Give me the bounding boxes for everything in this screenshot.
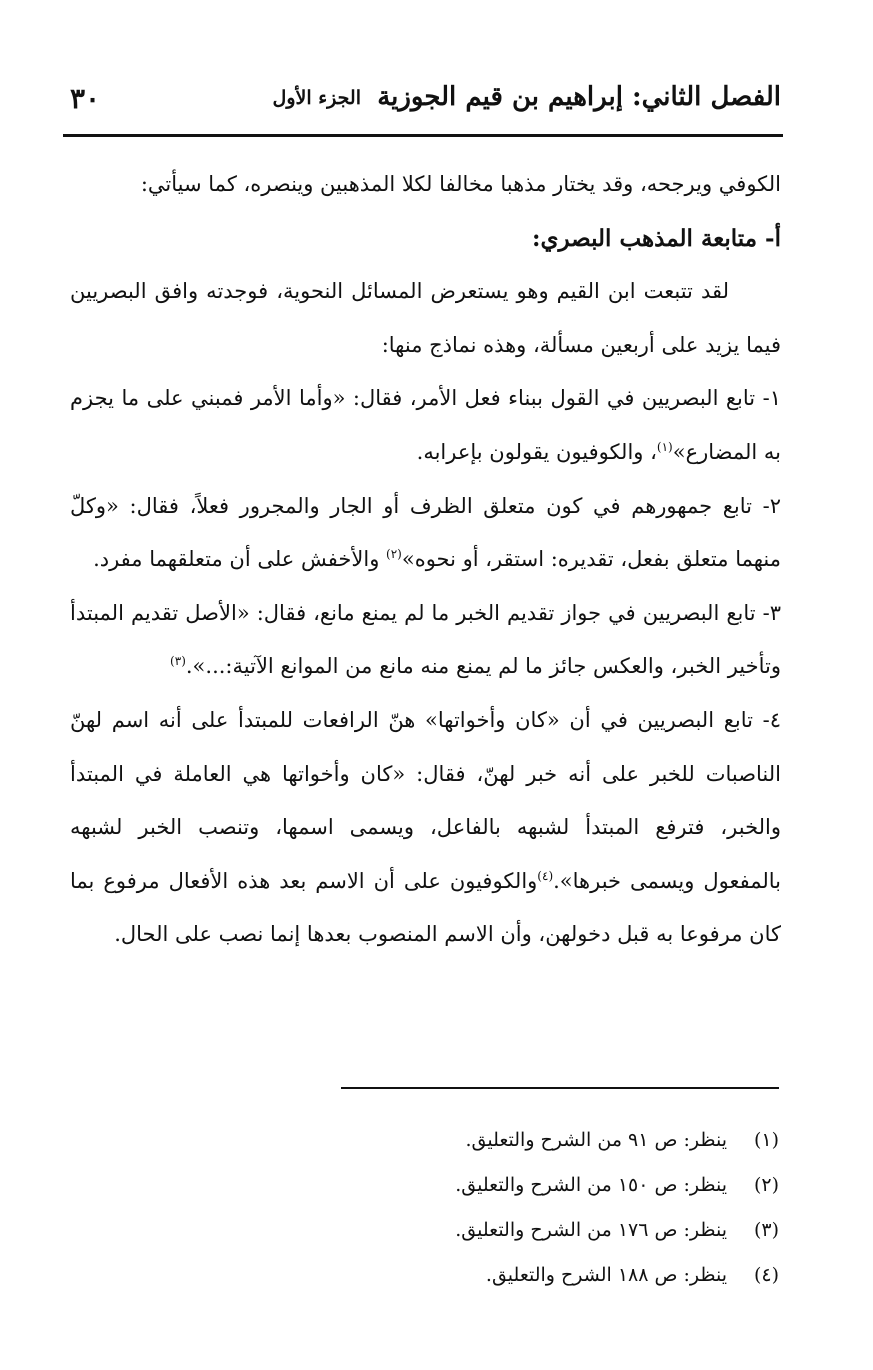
- footnote-number: (٣): [753, 1219, 779, 1241]
- list-item-2: [70, 480, 781, 587]
- list-item-3: [70, 587, 781, 694]
- footnote-number: (٤): [753, 1264, 779, 1286]
- header-divider: [63, 134, 783, 137]
- footnote-ref-4: (٤): [537, 868, 554, 883]
- footnote-ref-1: (١): [656, 439, 673, 454]
- footnote-1: [279, 1118, 779, 1163]
- intro-line: الكوفي ويرجحه، وقد يختار مذهبا مخالفا لكلا المذهبين وينصره، كما سيأتي:: [140, 172, 781, 196]
- footnote-text: ينظر: ص ١٥٠ من الشرح والتعليق.: [455, 1174, 727, 1196]
- footnotes: [279, 1118, 779, 1298]
- page-header: [70, 78, 781, 126]
- footnote-number: (١): [753, 1129, 779, 1151]
- main-text: [70, 158, 781, 962]
- list-item-4: [70, 694, 781, 962]
- intro-paragraph: لقد تتبعت ابن القيم وهو يستعرض المسائل النحوية، فوجدته وافق البصريين فيما يزيد على أربعين مسألة، وهذه نماذج منها:: [70, 279, 781, 357]
- item-2-text: ٢- تابع جمهورهم في كون متعلق الظرف أو الجار والمجرور فعلاً، فقال: «وكلّ منهما متعلق بفعل، تقديره: استقر، أو نحوه»: [70, 493, 781, 572]
- footnote-3: [279, 1208, 779, 1253]
- footnote-number: (٢): [753, 1174, 779, 1196]
- item-3-text: ٣- تابع البصريين في جواز تقديم الخبر ما لم يمنع مانع، فقال: «الأصل تقديم المبتدأ وتأخير الخبر، والعكس جائز ما لم يمنع منه مانع من الموانع الآتية:...».: [70, 600, 781, 679]
- page-number: ٣٠: [70, 82, 101, 115]
- item-1-text: ١- تابع البصريين في القول ببناء فعل الأمر، فقال: «وأما الأمر فمبني على ما يجزم به المضارع»: [70, 386, 781, 464]
- footnote-text: ينظر: ص ٩١ من الشرح والتعليق.: [465, 1129, 727, 1151]
- footnote-divider: [341, 1087, 779, 1089]
- footnote-text: ينظر: ص ١٨٨ الشرح والتعليق.: [485, 1264, 727, 1286]
- list-item-1: [70, 372, 781, 479]
- part-label: الجزء الأول: [272, 87, 361, 109]
- chapter-title: الفصل الثاني: إبراهيم بن قيم الجوزية: [377, 82, 781, 112]
- item-4-tail: والكوفيون على أن الاسم بعد هذه الأفعال مرفوع بما كان مرفوعا به قبل دخولهن، وأن الاسم المنصوب بعدها إنما نصب على الحال.: [70, 868, 781, 947]
- item-4-text: ٤- تابع البصريين في أن «كان وأخواتها» هنّ الرافعات للمبتدأ على أنه اسم لهنّ الناصبات للخبر على أنه خبر لهنّ، فقال: «كان وأخواتها هي العاملة في المبتدأ والخبر، فترفع المبتدأ لشبهه بالفاعل، ويسمى اسمها، وتنصب الخبر لشبهه بالمفعول ويسمى خبرها».: [70, 707, 781, 893]
- footnote-4: [279, 1253, 779, 1298]
- footnote-ref-2: (٢): [386, 547, 402, 562]
- footnote-ref-3: (٣): [170, 654, 186, 669]
- item-2-tail: والأخفش على أن متعلقهما مفرد.: [93, 547, 387, 572]
- section-heading: أ- متابعة المذهب البصري:: [531, 224, 781, 252]
- footnote-text: ينظر: ص ١٧٦ من الشرح والتعليق.: [455, 1219, 727, 1241]
- item-1-tail: ، والكوفيون يقولون بإعرابه.: [416, 439, 657, 464]
- footnote-2: [279, 1163, 779, 1208]
